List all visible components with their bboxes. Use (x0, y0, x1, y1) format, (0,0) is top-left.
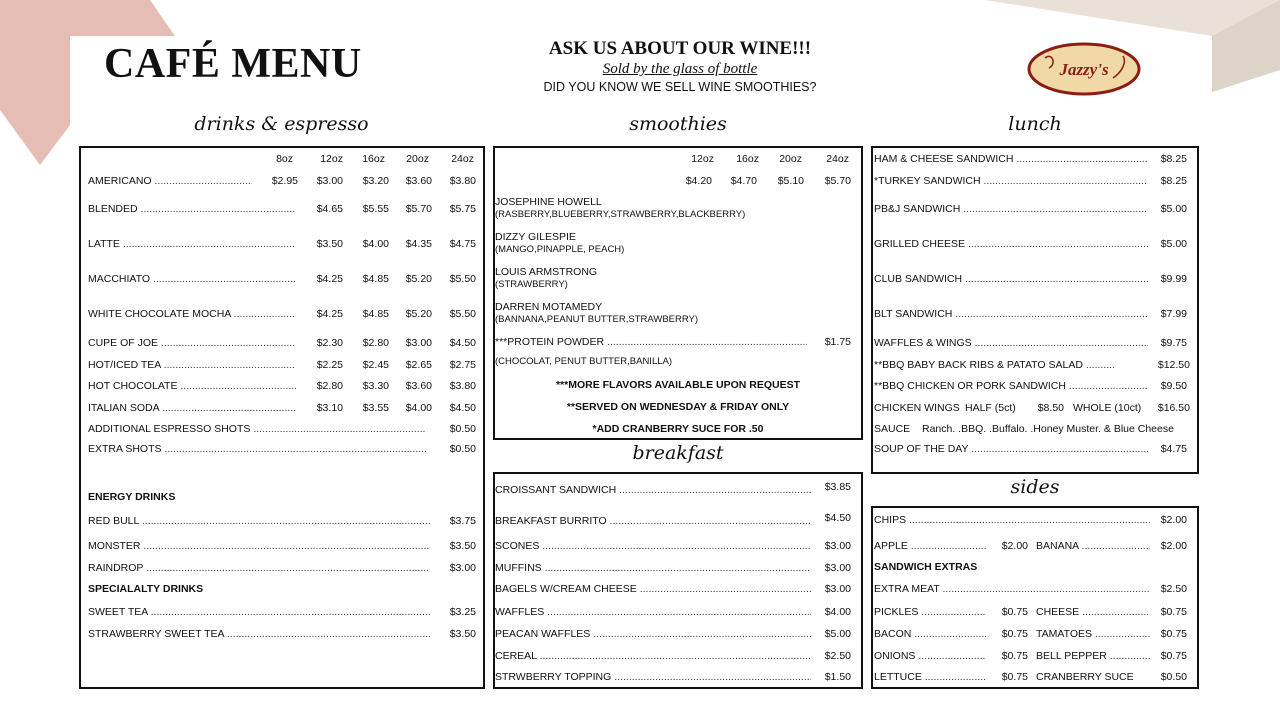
drink-item-price: $3.00 (405, 337, 432, 349)
energy-item-price: $3.00 (449, 562, 476, 574)
extra-item-label: ADDITIONAL ESPRESSO SHOTS ..... (88, 423, 426, 435)
specialty-item-price: $3.25 (449, 606, 476, 618)
specialty-item-price: $3.50 (449, 628, 476, 640)
drink-item-price: $4.85 (362, 308, 389, 320)
lunch-section-title: lunch (1008, 113, 1062, 135)
drink-item-price: $5.50 (449, 273, 476, 285)
wings-whole-price: $16.50 (1157, 402, 1190, 414)
smoothie-flavor-desc: (RASBERRY,BLUEBERRY,STRAWBERRY,BLACKBERRY) (495, 209, 746, 220)
extra-label: BELL PEPPER ..... (1036, 650, 1150, 662)
energy-item-label: MONSTER ..... (88, 540, 430, 552)
size-header: 20oz (406, 153, 429, 165)
drink-item-price: $4.50 (449, 402, 476, 414)
energy-item-price: $3.75 (449, 515, 476, 527)
lunch-item-label: PB&J SANDWICH ..... (874, 203, 1148, 215)
drink-item-label: HOT/ICED TEA ..... (88, 359, 296, 371)
extra-label: BACON ..... (874, 628, 986, 640)
drink-item-price: $4.50 (449, 337, 476, 349)
sauce-label: SAUCE (874, 423, 911, 435)
extra-label: PICKLES ..... (874, 606, 986, 618)
smoothie-flavor-name: DIZZY GILESPIE (495, 231, 576, 243)
specialty-drinks-heading: SPECIALALTY DRINKS (88, 583, 204, 595)
wings-half-label: HALF (5ct) (965, 402, 1016, 414)
drink-item-label: LATTE ..... (88, 238, 296, 250)
drink-item-price: $3.55 (362, 402, 389, 414)
size-header: 16oz (362, 153, 385, 165)
breakfast-section-title: breakfast (632, 442, 724, 464)
smoothie-price: $5.70 (824, 175, 851, 187)
lunch-item-label: BLT SANDWICH ..... (874, 308, 1148, 320)
breakfast-item-label: BREAKFAST BURRITO ..... (495, 515, 811, 527)
protein-powder-label: ***PROTEIN POWDER ..... (495, 336, 807, 348)
drink-item-label: BLENDED ..... (88, 203, 296, 215)
sauce-options: Ranch. .BBQ. .Buffalo. .Honey Muster. & Blue Cheese (922, 423, 1174, 435)
wings-label: CHICKEN WINGS (874, 402, 960, 414)
lunch-item-price: $9.75 (1160, 337, 1187, 349)
drink-item-price: $2.80 (316, 380, 343, 392)
breakfast-item-label: CEREAL ..... (495, 650, 811, 662)
extra-label: CHEESE ..... (1036, 606, 1150, 618)
lunch-item-label: **BBQ BABY BACK RIBS & PATATO SALAD ..... (874, 359, 1114, 371)
breakfast-item-price: $3.85 (824, 481, 851, 493)
breakfast-item-price: $4.00 (824, 606, 851, 618)
breakfast-item-label: CROISSANT SANDWICH ..... (495, 484, 811, 496)
side-price: $2.00 (1001, 540, 1028, 552)
drink-item-price: $5.50 (449, 308, 476, 320)
drink-item-price: $2.75 (449, 359, 476, 371)
specialty-item-label: STRAWBERRY SWEET TEA ..... (88, 628, 430, 640)
drink-item-price: $5.20 (405, 308, 432, 320)
wine-question: DID YOU KNOW WE SELL WINE SMOOTHIES? (543, 80, 817, 94)
extra-label: LETTUCE ..... (874, 671, 986, 683)
drink-item-price: $4.85 (362, 273, 389, 285)
wine-headline: ASK US ABOUT OUR WINE!!! (548, 38, 812, 59)
side-label: APPLE ..... (874, 540, 986, 552)
drink-item-price: $2.80 (362, 337, 389, 349)
drink-item-price: $2.45 (362, 359, 389, 371)
drink-item-price: $5.75 (449, 203, 476, 215)
lunch-item-label: *TURKEY SANDWICH ..... (874, 175, 1148, 187)
drink-item-price: $4.00 (405, 402, 432, 414)
page-title: CAFÉ MENU (104, 41, 362, 87)
smoothies-section-title: smoothies (629, 113, 727, 135)
drink-item-price: $2.95 (271, 175, 298, 187)
smoothie-flavor-name: LOUIS ARMSTRONG (495, 266, 598, 278)
size-header: 12oz (691, 153, 714, 165)
extra-label: ONIONS ..... (874, 650, 986, 662)
drink-item-price: $4.75 (449, 238, 476, 250)
drink-item-price: $2.25 (316, 359, 343, 371)
energy-item-price: $3.50 (449, 540, 476, 552)
size-header: 8oz (276, 153, 293, 165)
side-label: CHIPS ..... (874, 514, 1150, 526)
drink-item-price: $3.00 (316, 175, 343, 187)
drink-item-label: CUPE OF JOE ..... (88, 337, 296, 349)
sandwich-extras-heading: SANDWICH EXTRAS (874, 561, 978, 573)
size-header: 12oz (320, 153, 343, 165)
wings-half-price: $8.50 (1037, 402, 1064, 414)
extra-price: $0.75 (1001, 628, 1028, 640)
size-header: 24oz (451, 153, 474, 165)
smoothies-box (493, 146, 863, 440)
side-label: BANANA ..... (1036, 540, 1150, 552)
energy-item-label: RED BULL ..... (88, 515, 430, 527)
drink-item-price: $3.50 (316, 238, 343, 250)
specialty-item-label: SWEET TEA ..... (88, 606, 430, 618)
drink-item-price: $3.80 (449, 175, 476, 187)
breakfast-item-price: $3.00 (824, 583, 851, 595)
side-price: $2.00 (1160, 514, 1187, 526)
smoothie-flavor-desc: (STRAWBERRY) (495, 279, 568, 290)
drink-item-price: $5.55 (362, 203, 389, 215)
breakfast-item-price: $4.50 (824, 512, 851, 524)
lunch-item-price: $5.00 (1160, 238, 1187, 250)
wine-subline: Sold by the glass of bottle (602, 61, 758, 77)
drink-item-price: $3.60 (405, 380, 432, 392)
extra-price: $0.75 (1001, 606, 1028, 618)
drink-item-label: WHITE CHOCOLATE MOCHA ..... (88, 308, 296, 320)
breakfast-item-label: STRWBERRY TOPPING ..... (495, 671, 811, 683)
side-price: $2.00 (1160, 540, 1187, 552)
drink-item-label: AMERICANO ..... (88, 175, 252, 187)
drink-item-price: $4.25 (316, 273, 343, 285)
drink-item-price: $5.70 (405, 203, 432, 215)
breakfast-item-label: MUFFINS ..... (495, 562, 811, 574)
breakfast-item-price: $3.00 (824, 562, 851, 574)
logo-text: Jazzy's (1059, 60, 1109, 79)
drink-item-price: $3.30 (362, 380, 389, 392)
lunch-item-price: $8.25 (1160, 175, 1187, 187)
smoothie-flavor-name: DARREN MOTAMEDY (495, 301, 603, 313)
protein-powder-price: $1.75 (824, 336, 851, 348)
energy-drinks-heading: ENERGY DRINKS (88, 491, 176, 503)
jazzys-logo (1027, 42, 1141, 96)
lunch-item-price: $7.99 (1160, 308, 1187, 320)
drink-item-price: $4.25 (316, 308, 343, 320)
wings-whole-label: WHOLE (10ct) (1073, 402, 1142, 414)
smoothie-price: $4.20 (685, 175, 712, 187)
size-header: 16oz (736, 153, 759, 165)
breakfast-item-label: PEACAN WAFFLES ..... (495, 628, 811, 640)
energy-item-label: RAINDROP ..... (88, 562, 430, 574)
extra-item-price: $0.50 (449, 443, 476, 455)
breakfast-item-label: SCONES ..... (495, 540, 811, 552)
side-price: $2.50 (1160, 583, 1187, 595)
soup-label: SOUP OF THE DAY ..... (874, 443, 1148, 455)
lunch-item-label: HAM & CHEESE SANDWICH ..... (874, 153, 1148, 165)
extra-item-label: EXTRA SHOTS ..... (88, 443, 426, 455)
breakfast-item-price: $3.00 (824, 540, 851, 552)
smoothie-flavor-desc: (BANNANA,PEANUT BUTTER,STRAWBERRY) (495, 314, 699, 325)
smoothie-note: **SERVED ON WEDNESDAY & FRIDAY ONLY (566, 401, 790, 413)
extra-label: CRANBERRY SUCE (1036, 671, 1134, 683)
drinks-section-title: drinks & espresso (194, 113, 369, 135)
smoothie-flavor-name: JOSEPHINE HOWELL (495, 196, 602, 208)
lunch-item-label: GRILLED CHEESE ..... (874, 238, 1148, 250)
breakfast-item-price: $2.50 (824, 650, 851, 662)
drink-item-price: $3.10 (316, 402, 343, 414)
soup-price: $4.75 (1160, 443, 1187, 455)
lunch-item-price: $12.50 (1157, 359, 1190, 371)
extra-price: $0.75 (1001, 671, 1028, 683)
drink-item-label: HOT CHOCOLATE ..... (88, 380, 296, 392)
drink-item-price: $5.20 (405, 273, 432, 285)
drink-item-price: $2.65 (405, 359, 432, 371)
smoothie-note: *ADD CRANBERRY SUCE FOR .50 (592, 423, 764, 435)
smoothie-flavor-desc: (MANGO,PINAPPLE, PEACH) (495, 244, 625, 255)
extra-price: $0.50 (1160, 671, 1187, 683)
smoothie-price: $5.10 (777, 175, 804, 187)
lunch-item-price: $5.00 (1160, 203, 1187, 215)
drink-item-price: $2.30 (316, 337, 343, 349)
drink-item-price: $4.65 (316, 203, 343, 215)
drink-item-label: MACCHIATO ..... (88, 273, 296, 285)
protein-powder-desc: (CHOCOLAT, PENUT BUTTER,BANILLA) (495, 356, 673, 367)
breakfast-item-label: WAFFLES ..... (495, 606, 811, 618)
sides-section-title: sides (1010, 476, 1060, 498)
lunch-item-price: $9.99 (1160, 273, 1187, 285)
side-label: EXTRA MEAT ..... (874, 583, 1150, 595)
extra-price: $0.75 (1160, 650, 1187, 662)
extra-label: TAMATOES ..... (1036, 628, 1150, 640)
extra-item-price: $0.50 (449, 423, 476, 435)
smoothie-price: $4.70 (730, 175, 757, 187)
breakfast-item-price: $5.00 (824, 628, 851, 640)
smoothie-note: ***MORE FLAVORS AVAILABLE UPON REQUEST (555, 379, 801, 391)
drink-item-price: $3.20 (362, 175, 389, 187)
breakfast-item-label: BAGELS W/CREAM CHEESE ..... (495, 583, 811, 595)
drink-item-price: $3.80 (449, 380, 476, 392)
extra-price: $0.75 (1001, 650, 1028, 662)
lunch-item-price: $9.50 (1160, 380, 1187, 392)
size-header: 24oz (826, 153, 849, 165)
lunch-item-price: $8.25 (1160, 153, 1187, 165)
drink-item-price: $3.60 (405, 175, 432, 187)
size-header: 20oz (779, 153, 802, 165)
drink-item-price: $4.00 (362, 238, 389, 250)
lunch-item-label: WAFFLES & WINGS ..... (874, 337, 1148, 349)
lunch-item-label: **BBQ CHICKEN OR PORK SANDWICH ..... (874, 380, 1148, 392)
drink-item-price: $4.35 (405, 238, 432, 250)
extra-price: $0.75 (1160, 628, 1187, 640)
breakfast-item-price: $1.50 (824, 671, 851, 683)
lunch-item-label: CLUB SANDWICH ..... (874, 273, 1148, 285)
extra-price: $0.75 (1160, 606, 1187, 618)
drink-item-label: ITALIAN SODA ..... (88, 402, 296, 414)
